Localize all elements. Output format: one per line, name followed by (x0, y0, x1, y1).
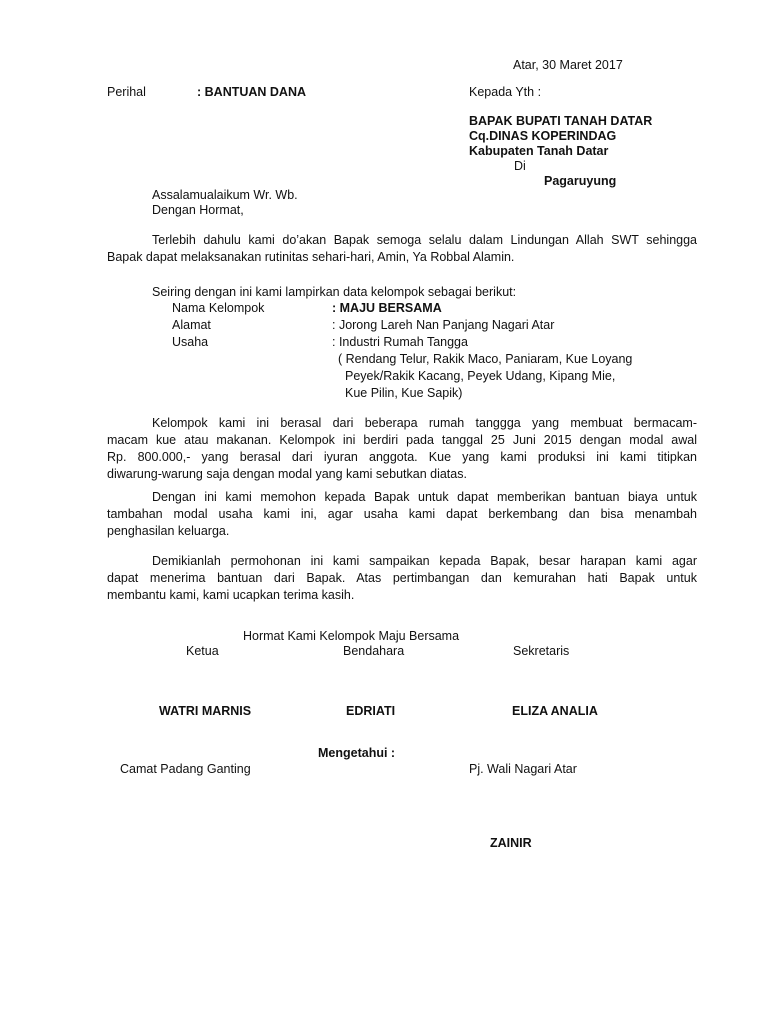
product-list-line-1: ( Rendang Telur, Rakik Maco, Paniaram, Kue Loyang (338, 352, 633, 366)
paragraph-closing-line-1: Demikianlah permohonan ini kami sampaikan kepada Bapak, besar harapan kami agar (152, 554, 697, 568)
group-address-label: Alamat (172, 318, 211, 332)
greeting-hormat: Dengan Hormat, (152, 203, 244, 217)
paragraph-group-background (107, 415, 697, 483)
recipient-line-2: Cq.DINAS KOPERINDAG (469, 129, 617, 143)
paragraph-closing-line-3: membantu kami, kami ucapkan terima kasih. (107, 588, 355, 602)
paragraph-request-line-1: Dengan ini kami memohon kepada Bapak untuk dapat memberikan bantuan biaya untuk (152, 490, 697, 504)
wali-nagari-title: Pj. Wali Nagari Atar (469, 762, 577, 776)
recipient-line-3: Kabupaten Tanah Datar (469, 144, 609, 158)
paragraph-background-line-1: Kelompok kami ini berasal dari beberapa rumah tanggga yang membuat bermacam- (152, 416, 697, 430)
product-list-line-3: Kue Pilin, Kue Sapik) (345, 386, 463, 400)
ketua-name: WATRI MARNIS (159, 704, 252, 718)
bendahara-name: EDRIATI (346, 704, 396, 718)
paragraph-request-line-3: penghasilan keluarga. (107, 524, 230, 538)
paragraph-closing-line-2: dapat menerima bantuan dari Bapak. Atas pertimbangan dan kemurahan hati Bapak untuk (107, 571, 697, 585)
kepada-label: Kepada Yth : (469, 85, 542, 99)
perihal-label: Perihal (107, 85, 146, 99)
recipient-line-1: BAPAK BUPATI TANAH DATAR (469, 114, 653, 128)
group-business-label: Usaha (172, 335, 209, 349)
camat-title: Camat Padang Ganting (120, 762, 251, 776)
wali-nagari-name: ZAINIR (490, 836, 532, 850)
paragraph-closing (107, 553, 697, 604)
group-address-value: : Jorong Lareh Nan Panjang Nagari Atar (332, 318, 555, 332)
sekretaris-name: ELIZA ANALIA (512, 704, 598, 718)
place-date: Atar, 30 Maret 2017 (513, 58, 623, 72)
recipient-line-5: Pagaruyung (544, 174, 617, 188)
paragraph-opening-line-1: Terlebih dahulu kami do’akan Bapak semoga selalu dalam Lindungan Allah SWT sehingga (152, 233, 697, 247)
paragraph-background-line-2: macam kue atau makanan. Kelompok ini berdiri pada tanggal 25 Juni 2015 dengan modal awal (107, 433, 697, 447)
paragraph-background-line-3: Rp. 800.000,- yang berasal dari iyuran anggota. Kue yang kami produksi ini kami titipkan (107, 450, 697, 464)
bendahara-title: Bendahara (343, 644, 405, 658)
perihal-value: : BANTUAN DANA (197, 85, 307, 99)
group-name-value: : MAJU BERSAMA (332, 301, 442, 315)
paragraph-request (107, 489, 697, 540)
greeting-salam: Assalamualaikum Wr. Wb. (152, 188, 298, 202)
recipient-line-4: Di (514, 159, 526, 173)
product-list-line-2: Peyek/Rakik Kacang, Peyek Udang, Kipang Mie, (345, 369, 616, 383)
group-business-value: : Industri Rumah Tangga (332, 335, 468, 349)
paragraph-request-line-2: tambahan modal usaha kami ini, agar usaha kami dapat berkembang dan bisa menambah (107, 507, 697, 521)
group-name-label: Nama Kelompok (172, 301, 265, 315)
ketua-title: Ketua (186, 644, 219, 658)
paragraph-opening (107, 232, 697, 266)
sekretaris-title: Sekretaris (513, 644, 570, 658)
group-data-intro: Seiring dengan ini kami lampirkan data kelompok sebagai berikut: (152, 285, 517, 299)
closing-salutation: Hormat Kami Kelompok Maju Bersama (243, 629, 460, 643)
paragraph-opening-line-2: Bapak dapat melaksanakan rutinitas sehari-hari, Amin, Ya Robbal Alamin. (107, 250, 515, 264)
paragraph-background-line-4: diwarung-warung saja dengan modal yang kami sebutkan diatas. (107, 467, 467, 481)
mengetahui-label: Mengetahui : (318, 746, 396, 760)
